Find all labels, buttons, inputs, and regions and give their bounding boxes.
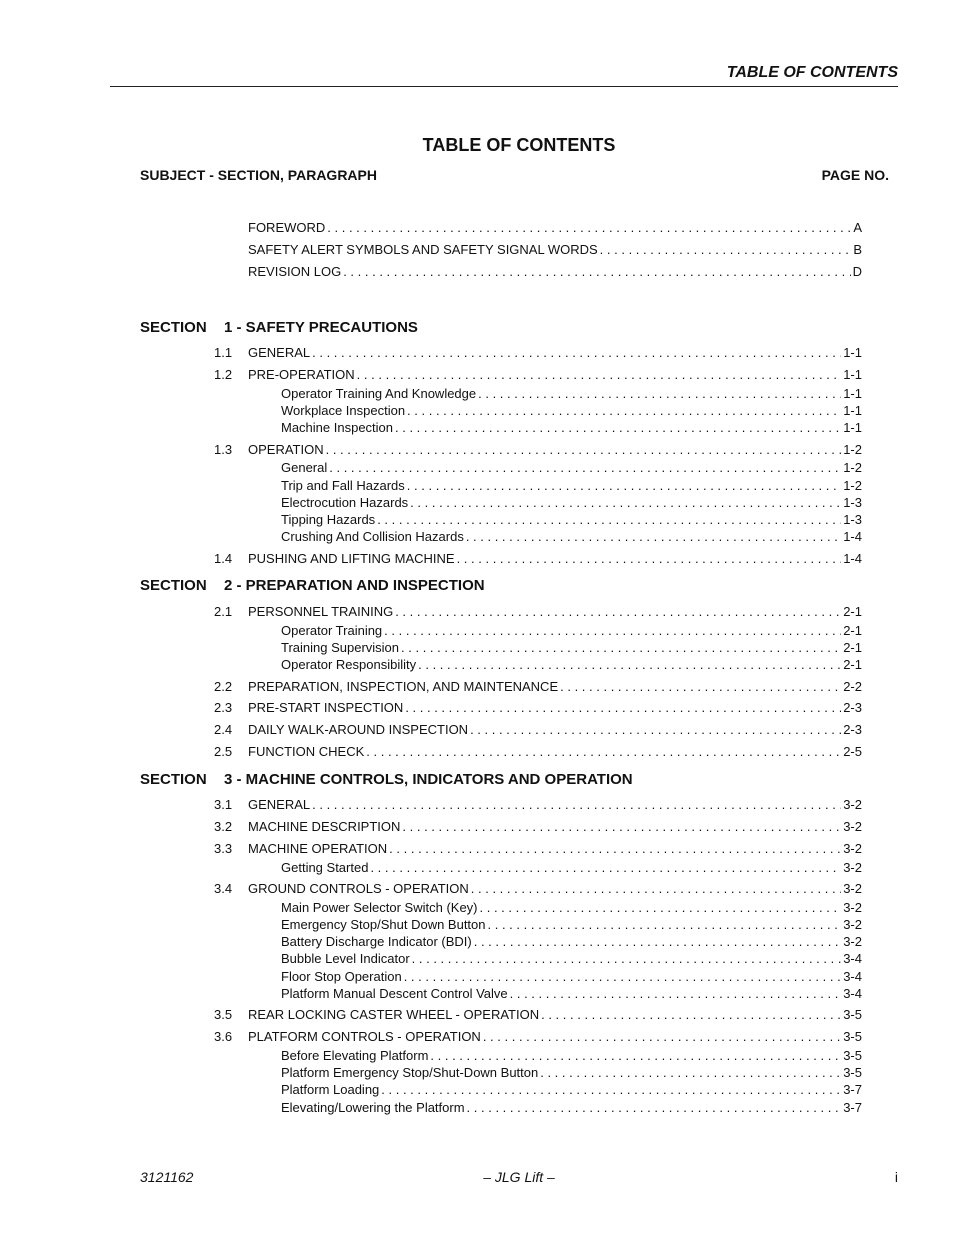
dot-leader bbox=[402, 819, 841, 835]
section-label: SECTION bbox=[140, 319, 207, 336]
toc-entry-page: 3-5 bbox=[843, 1007, 862, 1022]
dot-leader bbox=[480, 900, 842, 916]
dot-leader bbox=[510, 986, 842, 1002]
toc-entry-label: Platform Manual Descent Control Valve bbox=[281, 986, 508, 1001]
toc-subentry[interactable] bbox=[281, 951, 862, 967]
toc-entry-page: 3-2 bbox=[843, 881, 862, 896]
toc-entry-label: OPERATION bbox=[248, 442, 324, 457]
toc-entry-number: 1.1 bbox=[214, 345, 233, 360]
column-header-subject: SUBJECT - SECTION, PARAGRAPH bbox=[140, 167, 377, 183]
dot-leader bbox=[541, 1007, 841, 1023]
dot-leader bbox=[407, 403, 841, 419]
toc-entry-label: PRE-START INSPECTION bbox=[248, 700, 404, 715]
dot-leader bbox=[312, 797, 841, 813]
toc-entry[interactable] bbox=[214, 604, 862, 620]
dot-leader bbox=[343, 264, 850, 280]
toc-entry-label: REVISION LOG bbox=[248, 264, 342, 279]
section-heading-2[interactable] bbox=[140, 577, 485, 594]
toc-entry-number: 2.5 bbox=[214, 744, 233, 759]
toc-entry-page: 1-2 bbox=[843, 442, 862, 457]
toc-entry[interactable] bbox=[214, 367, 862, 383]
dot-leader bbox=[366, 744, 841, 760]
section-title: 2 - PREPARATION AND INSPECTION bbox=[224, 577, 485, 594]
toc-entry-number: 1.2 bbox=[214, 367, 233, 382]
toc-subentry[interactable] bbox=[281, 460, 862, 476]
toc-entry-number: 2.3 bbox=[214, 700, 233, 715]
toc-entry-page: 3-7 bbox=[843, 1082, 862, 1097]
toc-entry-page: 2-1 bbox=[843, 657, 862, 672]
dot-leader bbox=[357, 367, 842, 383]
toc-subentry[interactable] bbox=[281, 657, 862, 673]
dot-leader bbox=[430, 1048, 841, 1064]
toc-subentry[interactable] bbox=[281, 860, 862, 876]
toc-subentry[interactable] bbox=[281, 403, 862, 419]
toc-entry-label: FOREWORD bbox=[248, 220, 326, 235]
toc-entry[interactable] bbox=[214, 797, 862, 813]
dot-leader bbox=[377, 512, 841, 528]
toc-entry[interactable] bbox=[214, 819, 862, 835]
dot-leader bbox=[410, 495, 841, 511]
toc-entry-label: Before Elevating Platform bbox=[281, 1048, 429, 1063]
toc-entry-page: 3-4 bbox=[843, 969, 862, 984]
dot-leader bbox=[467, 1100, 842, 1116]
toc-entry-label: General bbox=[281, 460, 328, 475]
dot-leader bbox=[329, 460, 841, 476]
toc-entry[interactable] bbox=[248, 264, 862, 280]
toc-entry[interactable] bbox=[214, 1029, 862, 1045]
toc-entry-label: Bubble Level Indicator bbox=[281, 951, 410, 966]
toc-entry-label: Platform Emergency Stop/Shut-Down Button bbox=[281, 1065, 539, 1080]
dot-leader bbox=[457, 551, 842, 567]
toc-entry-page: 1-4 bbox=[843, 529, 862, 544]
footer-doc-number: 3121162 bbox=[140, 1169, 194, 1185]
toc-entry-label: Trip and Fall Hazards bbox=[281, 478, 405, 493]
dot-leader bbox=[412, 951, 842, 967]
toc-entry-number: 3.4 bbox=[214, 881, 233, 896]
dot-leader bbox=[560, 679, 841, 695]
toc-entry-page: 3-4 bbox=[843, 951, 862, 966]
toc-entry-label: Machine Inspection bbox=[281, 420, 394, 435]
dot-leader bbox=[327, 220, 851, 236]
toc-entry-page: D bbox=[852, 264, 862, 279]
dot-leader bbox=[474, 934, 841, 950]
toc-entry-page: 1-1 bbox=[843, 420, 862, 435]
dot-leader bbox=[405, 700, 841, 716]
dot-leader bbox=[600, 242, 852, 258]
dot-leader bbox=[370, 860, 841, 876]
toc-entry-page: 2-1 bbox=[843, 604, 862, 619]
toc-entry-number: 2.1 bbox=[214, 604, 233, 619]
section-heading-3[interactable] bbox=[140, 771, 633, 788]
toc-entry-page: 1-2 bbox=[843, 478, 862, 493]
toc-entry-page: 2-1 bbox=[843, 640, 862, 655]
toc-entry[interactable] bbox=[214, 881, 862, 897]
dot-leader bbox=[384, 623, 841, 639]
toc-subentry[interactable] bbox=[281, 1082, 862, 1098]
toc-subentry[interactable] bbox=[281, 969, 862, 985]
toc-entry-number: 3.3 bbox=[214, 841, 233, 856]
toc-entry-label: Crushing And Collision Hazards bbox=[281, 529, 464, 544]
toc-entry-number: 1.3 bbox=[214, 442, 233, 457]
toc-subentry[interactable] bbox=[281, 917, 862, 933]
toc-subentry[interactable] bbox=[281, 1065, 862, 1081]
dot-leader bbox=[404, 969, 842, 985]
section-label: SECTION bbox=[140, 577, 207, 594]
toc-entry[interactable] bbox=[214, 679, 862, 695]
dot-leader bbox=[418, 657, 841, 673]
section-label: SECTION bbox=[140, 771, 207, 788]
toc-entry-number: 1.4 bbox=[214, 551, 233, 566]
page-title: TABLE OF CONTENTS bbox=[422, 135, 616, 155]
toc-entry-label: GROUND CONTROLS - OPERATION bbox=[248, 881, 469, 896]
toc-subentry[interactable] bbox=[281, 640, 862, 656]
dot-leader bbox=[407, 478, 841, 494]
section-title: 1 - SAFETY PRECAUTIONS bbox=[224, 319, 418, 336]
toc-entry-label: Operator Responsibility bbox=[281, 657, 417, 672]
toc-entry-label: Battery Discharge Indicator (BDI) bbox=[281, 934, 472, 949]
dot-leader bbox=[401, 640, 841, 656]
toc-entry-page: 1-1 bbox=[843, 345, 862, 360]
toc-entry-label: FUNCTION CHECK bbox=[248, 744, 365, 759]
toc-entry[interactable] bbox=[248, 242, 862, 258]
toc-entry-label: Workplace Inspection bbox=[281, 403, 406, 418]
toc-subentry[interactable] bbox=[281, 495, 862, 511]
dot-leader bbox=[395, 604, 841, 620]
toc-entry-page: 2-5 bbox=[843, 744, 862, 759]
toc-entry-label: MACHINE DESCRIPTION bbox=[248, 819, 401, 834]
toc-subentry[interactable] bbox=[281, 1048, 862, 1064]
toc-subentry[interactable] bbox=[281, 478, 862, 494]
dot-leader bbox=[488, 917, 842, 933]
dot-leader bbox=[381, 1082, 841, 1098]
toc-entry-page: 3-2 bbox=[843, 900, 862, 915]
footer-page-number: i bbox=[894, 1169, 898, 1185]
dot-leader bbox=[326, 442, 842, 458]
dot-leader bbox=[471, 881, 841, 897]
toc-entry-label: Main Power Selector Switch (Key) bbox=[281, 900, 478, 915]
toc-entry-label: MACHINE OPERATION bbox=[248, 841, 388, 856]
toc-subentry[interactable] bbox=[281, 623, 862, 639]
column-header-page: PAGE NO. bbox=[821, 167, 889, 183]
toc-entry[interactable] bbox=[248, 220, 862, 236]
toc-entry-page: 3-2 bbox=[843, 917, 862, 932]
toc-entry-label: Elevating/Lowering the Platform bbox=[281, 1100, 465, 1115]
section-heading-1[interactable] bbox=[140, 319, 418, 336]
toc-entry-label: Platform Loading bbox=[281, 1082, 380, 1097]
toc-entry-label: Getting Started bbox=[281, 860, 369, 875]
toc-entry-label: GENERAL bbox=[248, 797, 311, 812]
dot-leader bbox=[470, 722, 841, 738]
toc-entry-label: PERSONNEL TRAINING bbox=[248, 604, 394, 619]
toc-entry-page: 1-3 bbox=[843, 495, 862, 510]
toc-subentry[interactable] bbox=[281, 934, 862, 950]
header-rule bbox=[110, 86, 898, 87]
toc-entry-page: 3-5 bbox=[843, 1065, 862, 1080]
toc-entry-page: 3-2 bbox=[843, 860, 862, 875]
toc-subentry[interactable] bbox=[281, 1100, 862, 1116]
toc-entry-label: PRE-OPERATION bbox=[248, 367, 355, 382]
toc-entry-page: 3-2 bbox=[843, 841, 862, 856]
toc-entry[interactable] bbox=[214, 1007, 862, 1023]
dot-leader bbox=[312, 345, 841, 361]
toc-entry-page: 2-3 bbox=[843, 700, 862, 715]
toc-subentry[interactable] bbox=[281, 986, 862, 1002]
toc-entry-label: Tipping Hazards bbox=[281, 512, 376, 527]
toc-subentry[interactable] bbox=[281, 512, 862, 528]
toc-entry-page: 1-3 bbox=[843, 512, 862, 527]
toc-entry[interactable] bbox=[214, 744, 862, 760]
toc-entry-page: 3-2 bbox=[843, 819, 862, 834]
toc-entry-page: 2-2 bbox=[843, 679, 862, 694]
toc-entry-label: GENERAL bbox=[248, 345, 311, 360]
toc-entry-page: B bbox=[853, 242, 862, 257]
toc-entry-number: 3.2 bbox=[214, 819, 233, 834]
toc-entry-label: Emergency Stop/Shut Down Button bbox=[281, 917, 486, 932]
toc-entry[interactable] bbox=[214, 442, 862, 458]
toc-entry-page: 2-3 bbox=[843, 722, 862, 737]
toc-entry-label: Training Supervision bbox=[281, 640, 400, 655]
toc-entry-number: 2.4 bbox=[214, 722, 233, 737]
toc-entry-page: 1-2 bbox=[843, 460, 862, 475]
toc-entry-page: 3-5 bbox=[843, 1048, 862, 1063]
toc-subentry[interactable] bbox=[281, 900, 862, 916]
toc-entry-page: 1-1 bbox=[843, 386, 862, 401]
toc-entry-label: PLATFORM CONTROLS - OPERATION bbox=[248, 1029, 481, 1044]
toc-entry-number: 3.5 bbox=[214, 1007, 233, 1022]
toc-entry-label: REAR LOCKING CASTER WHEEL - OPERATION bbox=[248, 1007, 540, 1022]
toc-entry-label: SAFETY ALERT SYMBOLS AND SAFETY SIGNAL WORDS bbox=[248, 242, 598, 257]
toc-entry-page: 1-1 bbox=[843, 403, 862, 418]
dot-leader bbox=[478, 386, 841, 402]
toc-entry-label: Operator Training bbox=[281, 623, 383, 638]
toc-entry-page: 3-5 bbox=[843, 1029, 862, 1044]
toc-entry-label: PUSHING AND LIFTING MACHINE bbox=[248, 551, 455, 566]
toc-entry-page: 1-1 bbox=[843, 367, 862, 382]
section-title: 3 - MACHINE CONTROLS, INDICATORS AND OPERATION bbox=[224, 771, 633, 788]
footer-publisher: – JLG Lift – bbox=[483, 1169, 555, 1185]
toc-entry[interactable] bbox=[214, 551, 862, 567]
toc-entry-page: 2-1 bbox=[843, 623, 862, 638]
toc-entry-label: PREPARATION, INSPECTION, AND MAINTENANCE bbox=[248, 679, 559, 694]
dot-leader bbox=[540, 1065, 841, 1081]
toc-subentry[interactable] bbox=[281, 386, 862, 402]
toc-entry-number: 3.6 bbox=[214, 1029, 233, 1044]
toc-subentry[interactable] bbox=[281, 529, 862, 545]
toc-entry-page: 3-4 bbox=[843, 986, 862, 1001]
dot-leader bbox=[466, 529, 841, 545]
toc-entry-label: Operator Training And Knowledge bbox=[281, 386, 477, 401]
toc-entry[interactable] bbox=[214, 841, 862, 857]
toc-subentry[interactable] bbox=[281, 420, 862, 436]
toc-entry-label: Electrocution Hazards bbox=[281, 495, 409, 510]
toc-entry-number: 2.2 bbox=[214, 679, 233, 694]
toc-entry-label: DAILY WALK-AROUND INSPECTION bbox=[248, 722, 469, 737]
toc-entry[interactable] bbox=[214, 700, 862, 716]
toc-entry[interactable] bbox=[214, 345, 862, 361]
toc-entry-page: 1-4 bbox=[843, 551, 862, 566]
toc-entry-page: A bbox=[853, 220, 862, 235]
toc-entry[interactable] bbox=[214, 722, 862, 738]
dot-leader bbox=[483, 1029, 841, 1045]
dot-leader bbox=[395, 420, 841, 436]
toc-entry-page: 3-7 bbox=[843, 1100, 862, 1115]
toc-entry-page: 3-2 bbox=[843, 797, 862, 812]
running-header-title: TABLE OF CONTENTS bbox=[726, 64, 898, 81]
toc-entry-label: Floor Stop Operation bbox=[281, 969, 402, 984]
toc-entry-page: 3-2 bbox=[843, 934, 862, 949]
toc-entry-number: 3.1 bbox=[214, 797, 233, 812]
dot-leader bbox=[389, 841, 841, 857]
